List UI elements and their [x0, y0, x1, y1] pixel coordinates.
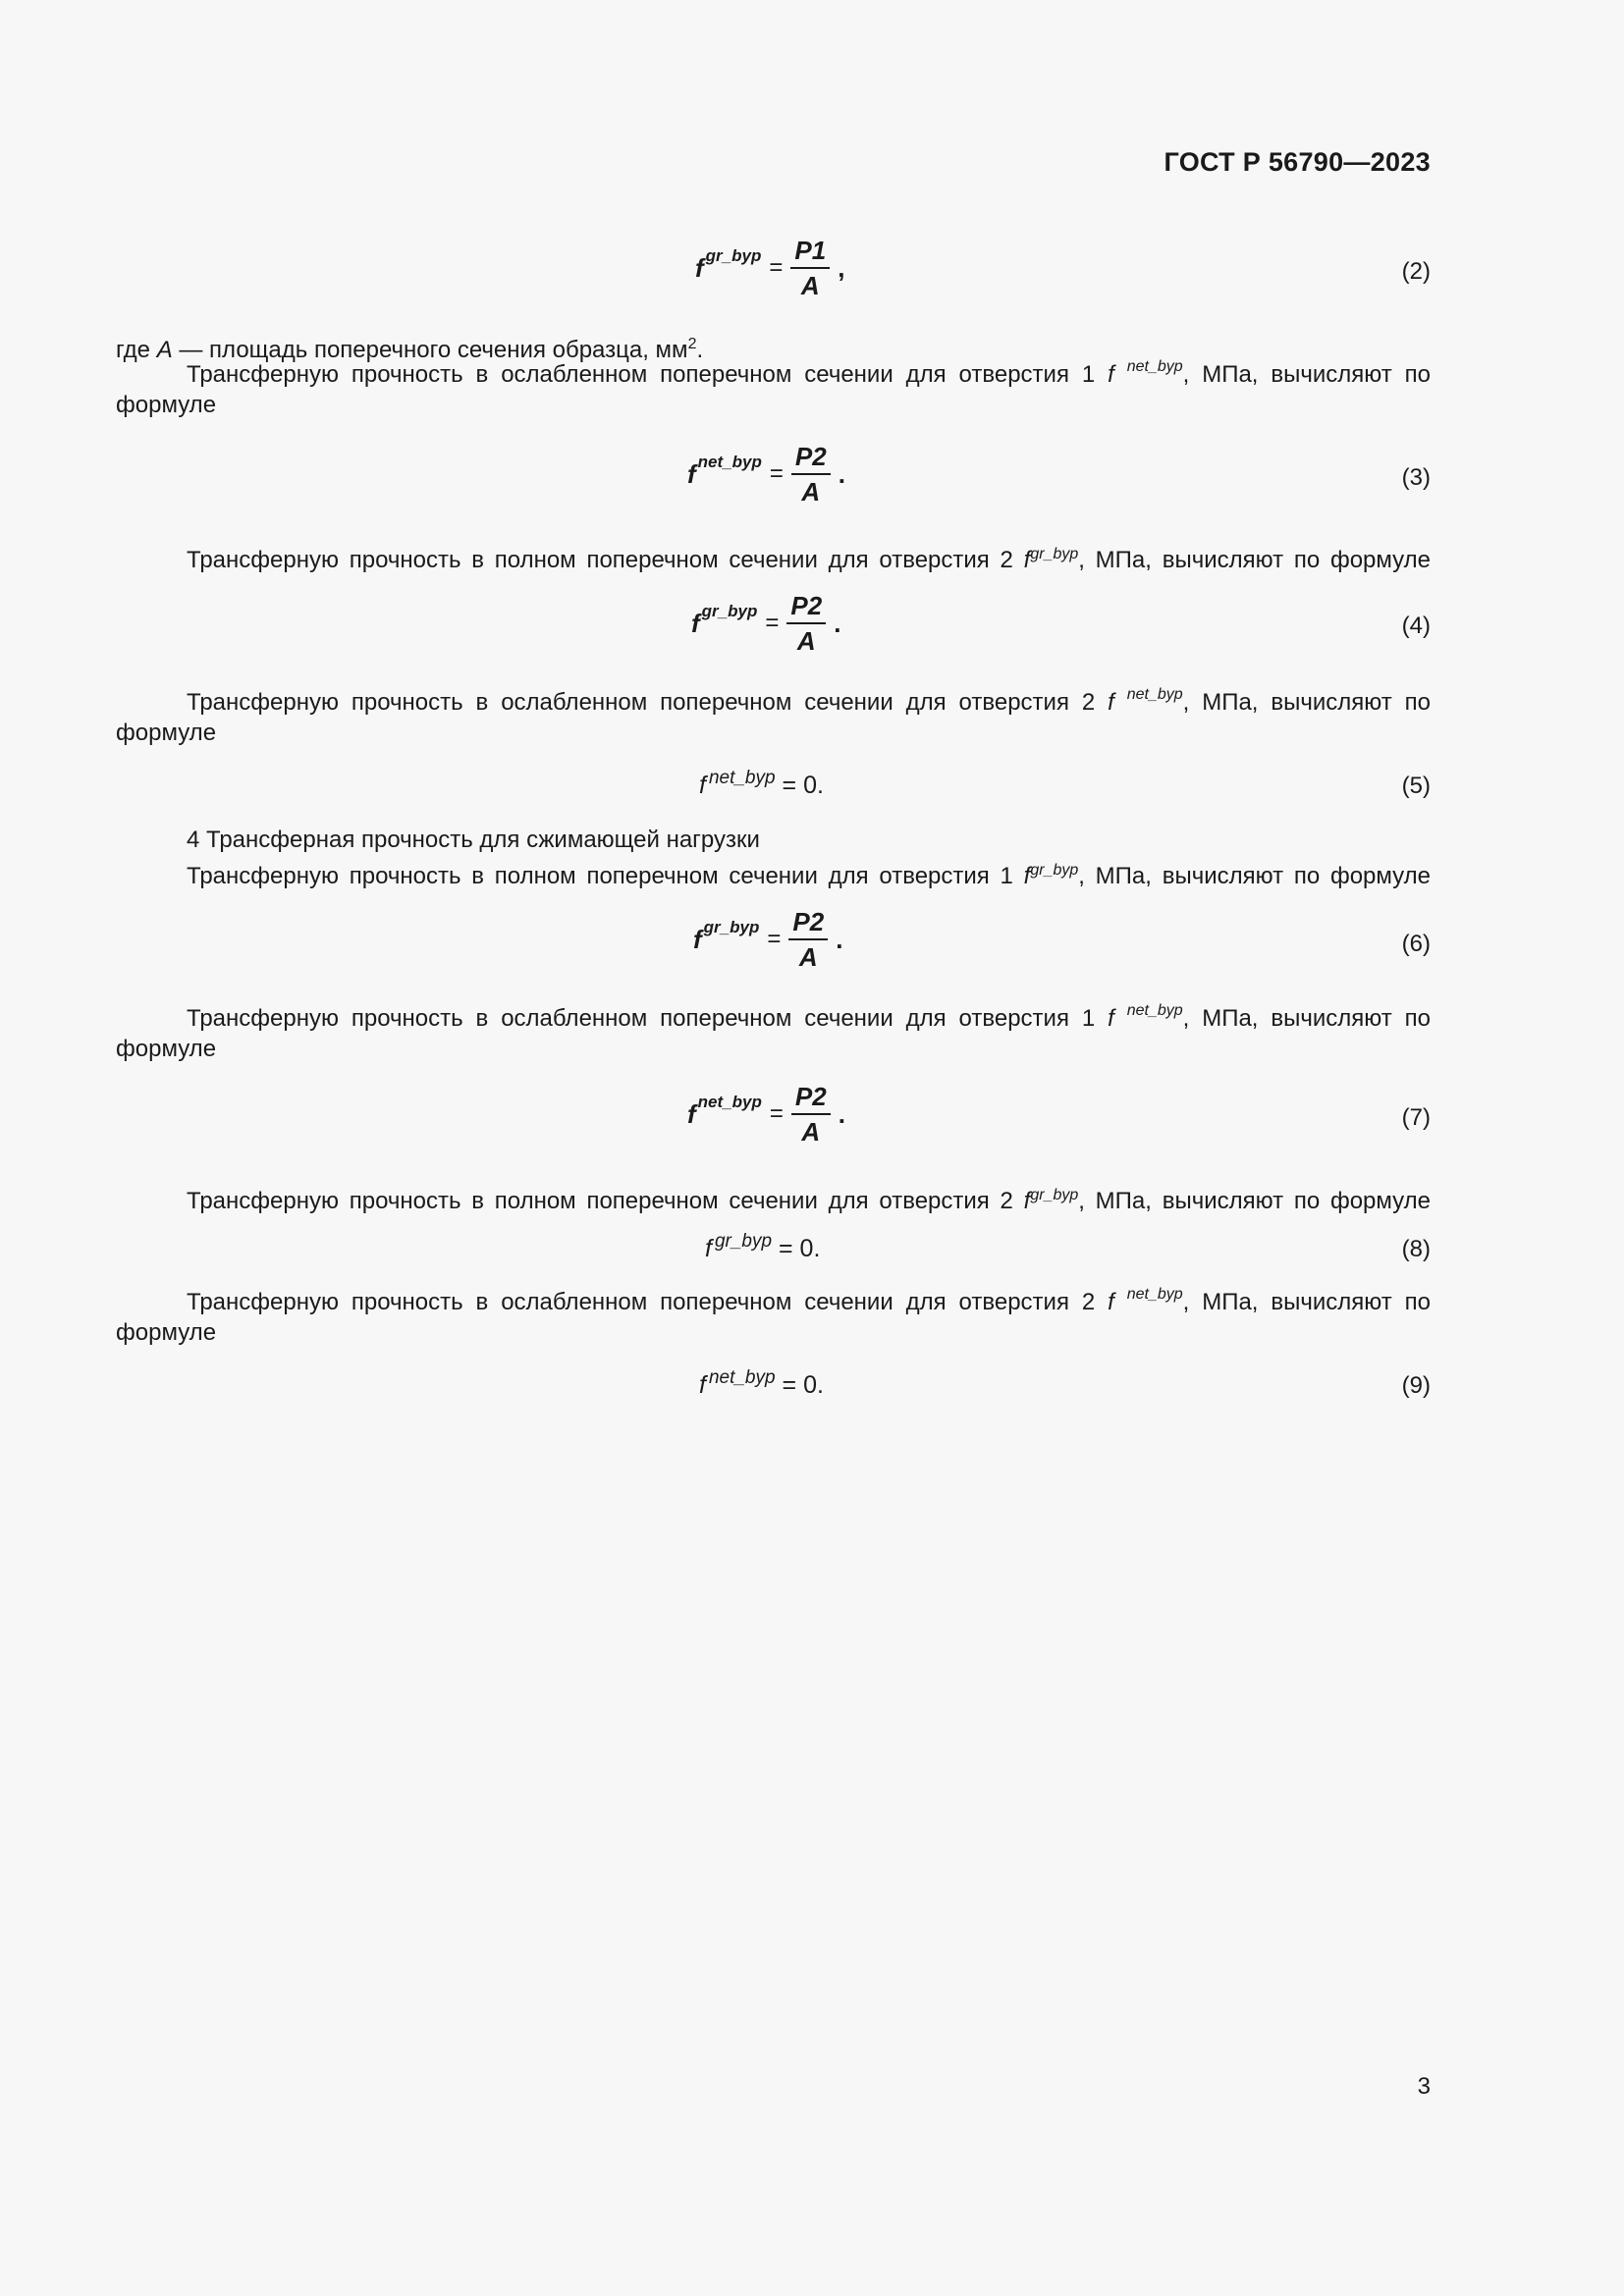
text-text-p2-a: Трансферную прочность в полном поперечном сечении для отверстия 2 [187, 547, 1024, 573]
text-text-p4-b: , МПа, вычисляют по формуле [1078, 863, 1431, 889]
text-text-p6-sym: f [1023, 1188, 1031, 1214]
text-text-where-sup: 2 [687, 336, 697, 352]
text-text-p5-sym: f [1108, 1005, 1114, 1032]
text-formulas-7-sup: net_byp [708, 1367, 776, 1388]
document-header: ГОСТ Р 56790—2023 [1164, 147, 1431, 177]
text-text-p1-sup: net_byp [1126, 358, 1183, 375]
formula-superscript: gr_byp [705, 246, 762, 265]
text-formulas-2-den: A [796, 626, 816, 656]
text-text-where-rest: — площадь поперечного сечения образца, мм [172, 337, 688, 363]
text-formulas-1-f: f [687, 458, 696, 489]
formula-symbol: f [695, 252, 704, 283]
text-formulas-1-punct: . [838, 458, 845, 489]
text-text-p2-sym: f [1023, 547, 1031, 573]
text-text-p2-b: , МПа, вычисляют по формуле [1078, 547, 1431, 573]
text-formulas-2-f: f [691, 608, 700, 638]
text-formulas-6-rhs: = 0. [779, 1235, 821, 1262]
text-text-p5-a: Трансферную прочность в ослабленном поперечном сечении для отверстия 1 [187, 1005, 1109, 1032]
text-formulas-4-num: P2 [788, 907, 828, 940]
fraction-numerator: P1 [790, 236, 830, 269]
fraction [790, 236, 830, 300]
text-text-p3-sup: net_byp [1126, 686, 1183, 703]
text-text-p3-b: , МПа, вычисляют по формуле [116, 689, 1432, 746]
text-formulas-5-punct: . [838, 1098, 845, 1129]
text-text-p7-a: Трансферную прочность в ослабленном поперечном сечении для отверстия 2 [187, 1289, 1109, 1315]
text-text-p7-b: , МПа, вычисляют по формуле [116, 1289, 1432, 1346]
paragraph-net-hole1 [116, 359, 1431, 420]
text-text-p2-sup: gr_byp [1030, 546, 1079, 562]
formula-equals: = [769, 254, 784, 281]
text-formulas-7-f: f [699, 1371, 706, 1399]
equation-number-6: (6) [1401, 931, 1431, 957]
equation-number-9: (9) [1401, 1372, 1431, 1399]
text-formulas-5-f: f [687, 1098, 696, 1129]
text-formulas-2-eq: = [765, 610, 780, 636]
equation-number-5: (5) [1401, 773, 1431, 799]
text-formulas-4-punct: . [836, 924, 843, 954]
formula-3 [687, 440, 845, 508]
text-formulas-5-eq: = [769, 1100, 784, 1127]
text-formulas-1-num: P2 [791, 442, 831, 475]
text-formulas-4-eq: = [767, 926, 782, 952]
formula-7 [687, 1080, 845, 1148]
text-formulas-5-den: A [801, 1117, 821, 1147]
paragraph-net-hole2 [116, 687, 1431, 748]
text-text-p7-sym: f [1108, 1289, 1114, 1315]
text-text-where-prefix: где [116, 337, 157, 363]
equation-number-8: (8) [1401, 1236, 1431, 1262]
section-4-heading: 4 Трансферная прочность для сжимающей нагрузки [187, 827, 760, 853]
equation-number-7: (7) [1401, 1104, 1431, 1131]
text-formulas-6-f: f [705, 1235, 712, 1262]
text-formulas-1-sup: net_byp [697, 453, 762, 471]
equation-number-3: (3) [1401, 464, 1431, 491]
text-text-p5-b: , МПа, вычисляют по формуле [116, 1005, 1432, 1062]
equation-number-4: (4) [1401, 613, 1431, 639]
fraction [786, 591, 826, 656]
text-text-p4-a: Трансферную прочность в полном поперечном сечении для отверстия 1 [187, 863, 1024, 889]
text-formulas-6-sup: gr_byp [714, 1231, 773, 1252]
text-formulas-4-den: A [798, 942, 818, 972]
text-formulas-2-sup: gr_byp [701, 602, 758, 620]
text-text-p6-b: , МПа, вычисляют по формуле [1078, 1188, 1431, 1214]
text-formulas-1-den: A [801, 477, 821, 507]
text-formulas-2-punct: . [834, 608, 841, 638]
text-formulas-1-eq: = [769, 460, 784, 487]
fraction [791, 442, 831, 507]
fraction-denominator: A [800, 271, 820, 300]
paragraph-compress-net-hole2 [116, 1287, 1431, 1348]
text-text-p5-sup: net_byp [1126, 1002, 1183, 1019]
text-text-p3-a: Трансферную прочность в ослабленном поперечном сечении для отверстия 2 [187, 689, 1109, 716]
text-text-p1-sym: f [1108, 361, 1114, 388]
text-text-where-end: . [696, 337, 704, 363]
text-text-p7-sup: net_byp [1126, 1286, 1183, 1303]
text-formulas-5-num: P2 [791, 1082, 831, 1115]
text-formulas-5-sup: net_byp [697, 1093, 762, 1111]
text-text-p1-a: Трансферную прочность в ослабленном поперечном сечении для отверстия 1 [187, 361, 1109, 388]
fraction [791, 1082, 831, 1147]
paragraph-compress-net-hole1 [116, 1003, 1431, 1064]
text-formulas-4-f: f [693, 924, 702, 954]
text-formulas-2-num: P2 [786, 591, 826, 624]
paragraph-compress-gross-hole1 [116, 855, 1431, 891]
text-text-p6-a: Трансферную прочность в полном поперечном сечении для отверстия 2 [187, 1188, 1024, 1214]
text-formulas-7-rhs: = 0. [782, 1371, 824, 1399]
text-formulas-3-sup: net_byp [708, 768, 776, 788]
page-number: 3 [1417, 2073, 1431, 2100]
text-formulas-4-sup: gr_byp [703, 918, 760, 936]
text-text-p3-sym: f [1108, 689, 1114, 716]
text-text-where-var: A [156, 337, 173, 363]
formula-6 [693, 905, 842, 974]
formula-9 [699, 1367, 824, 1403]
formula-8 [705, 1231, 821, 1266]
formula-punctuation: , [838, 252, 845, 283]
text-formulas-3-f: f [699, 772, 706, 799]
text-text-p4-sup: gr_byp [1030, 862, 1079, 879]
paragraph-compress-gross-hole2 [116, 1180, 1431, 1216]
formula-2 [695, 234, 844, 302]
text-text-p1-b: , МПа, вычисляют по формуле [116, 361, 1432, 418]
formula-4 [691, 589, 840, 658]
text-formulas-3-rhs: = 0. [782, 772, 824, 799]
equation-number-2: (2) [1401, 258, 1431, 285]
fraction [788, 907, 828, 972]
formula-5 [699, 768, 824, 803]
paragraph-gross-hole2 [116, 539, 1431, 575]
text-text-p4-sym: f [1023, 863, 1031, 889]
text-text-p6-sup: gr_byp [1030, 1187, 1079, 1203]
